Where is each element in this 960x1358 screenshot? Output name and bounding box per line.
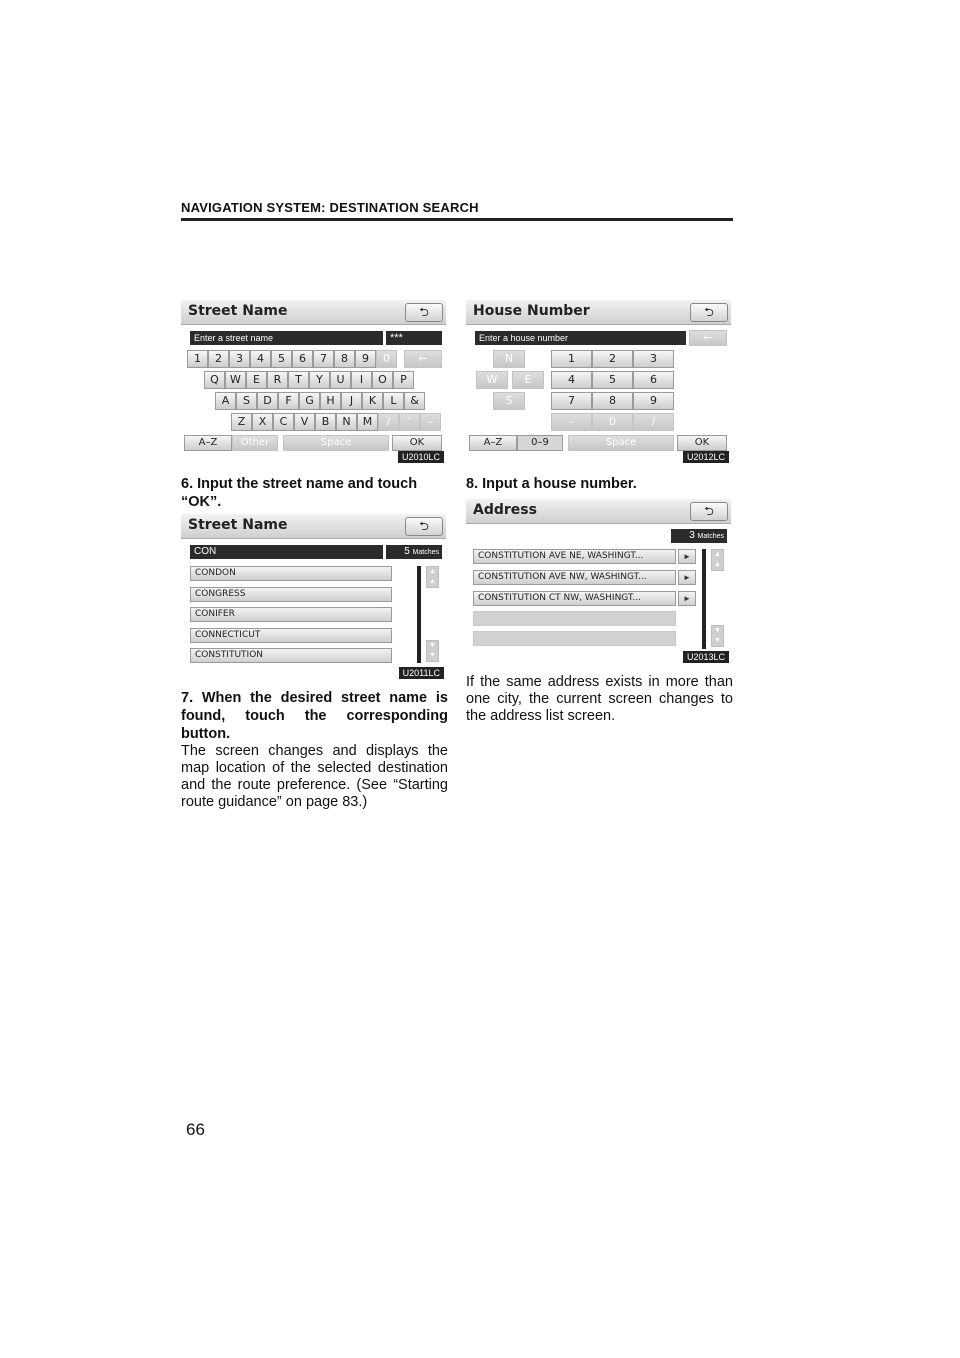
matches-label: Matches <box>412 549 439 556</box>
empty-list-slot <box>473 631 676 646</box>
scroll-up-button[interactable] <box>426 566 439 588</box>
letter-key[interactable]: A <box>215 392 236 410</box>
letter-key[interactable]: U <box>330 371 351 389</box>
back-button[interactable] <box>405 303 443 322</box>
item-detail-arrow-icon[interactable]: ► <box>678 570 696 585</box>
address-list-item[interactable]: CONSTITUTION AVE NW, WASHINGT... <box>473 570 676 585</box>
digit-key[interactable]: 6 <box>292 350 313 368</box>
letter-key[interactable]: Z <box>231 413 252 431</box>
letter-key[interactable]: Y <box>309 371 330 389</box>
section-title: NAVIGATION SYSTEM: DESTINATION SEARCH <box>181 200 479 215</box>
screen-title: Street Name <box>188 303 288 319</box>
back-button[interactable] <box>405 517 443 536</box>
digit-key[interactable]: 4 <box>250 350 271 368</box>
digit-key[interactable]: 2 <box>208 350 229 368</box>
letter-key[interactable]: S <box>236 392 257 410</box>
screen-title: House Number <box>473 303 590 319</box>
digit-key[interactable]: 0 <box>376 350 397 368</box>
street-list-item[interactable]: CONGRESS <box>190 587 392 602</box>
scroll-down-button[interactable] <box>426 640 439 662</box>
space-button[interactable]: Space <box>568 435 674 451</box>
ok-button[interactable]: OK <box>392 435 442 451</box>
compass-w-key[interactable]: W <box>476 371 508 389</box>
matches-count: 5 <box>404 546 410 557</box>
chevron-up-icon: ▲ ▲ <box>429 568 436 585</box>
search-value-display: CON <box>190 545 383 559</box>
mode-other-button[interactable]: Other <box>232 435 278 451</box>
letter-key[interactable]: H <box>320 392 341 410</box>
screen-titlebar <box>181 514 446 539</box>
matches-count-badge <box>671 529 727 543</box>
letter-key[interactable]: Q <box>204 371 225 389</box>
step-8-caption: 8. Input a house number. <box>466 476 637 492</box>
compass-s-key[interactable]: S <box>493 392 525 410</box>
numpad-key[interactable]: 3 <box>633 350 674 368</box>
letter-key[interactable]: M <box>357 413 378 431</box>
scroll-up-button[interactable] <box>711 549 724 571</box>
step-7-caption: 7. When the desired street name is found, touch the corresponding button. <box>181 690 448 742</box>
scrollbar-track[interactable] <box>702 549 706 649</box>
numpad-key[interactable]: 5 <box>592 371 633 389</box>
letter-key[interactable]: B <box>315 413 336 431</box>
numpad-key[interactable]: 9 <box>633 392 674 410</box>
step-6-caption: 6. Input the street name and touch “OK”. <box>181 476 418 510</box>
numpad-key[interactable]: 4 <box>551 371 592 389</box>
matches-count: 3 <box>689 530 695 541</box>
digit-key[interactable]: 7 <box>313 350 334 368</box>
chevron-down-icon: ▼ ▼ <box>429 642 436 659</box>
street-list-item[interactable]: CONSTITUTION <box>190 648 392 663</box>
mode-09-button[interactable]: 0–9 <box>517 435 563 451</box>
scroll-down-button[interactable] <box>711 625 724 647</box>
scrollbar-track[interactable] <box>417 566 421 663</box>
mode-az-button[interactable]: A–Z <box>469 435 517 451</box>
item-detail-arrow-icon[interactable]: ► <box>678 549 696 564</box>
letter-key[interactable]: L <box>383 392 404 410</box>
header-divider <box>181 218 733 221</box>
letter-key[interactable]: O <box>372 371 393 389</box>
street-name-keyboard-screen <box>181 300 446 462</box>
back-button[interactable] <box>690 502 728 521</box>
address-list-screen <box>466 499 731 662</box>
figure-code: U2010LC <box>398 451 444 463</box>
step-7-description: The screen changes and displays the map location of the selected destination and the route preference. (See “Starting route guidance” on page 83.) <box>181 743 448 810</box>
street-list-item[interactable]: CONIFER <box>190 607 392 622</box>
letter-key[interactable]: R <box>267 371 288 389</box>
numpad-key[interactable]: 7 <box>551 392 592 410</box>
digit-key[interactable]: 1 <box>187 350 208 368</box>
numpad-key[interactable]: 1 <box>551 350 592 368</box>
house-number-input[interactable]: Enter a house number <box>475 331 686 345</box>
screen-title: Address <box>473 502 537 518</box>
mode-az-button[interactable]: A–Z <box>184 435 232 451</box>
numpad-key[interactable]: 6 <box>633 371 674 389</box>
street-name-input[interactable]: Enter a street name <box>190 331 383 345</box>
figure-code: U2012LC <box>683 451 729 463</box>
page-header <box>181 200 733 215</box>
backspace-key[interactable]: ← <box>404 350 442 368</box>
digit-key[interactable]: 9 <box>355 350 376 368</box>
letter-key[interactable]: ' <box>399 413 420 431</box>
screen-titlebar <box>466 499 731 524</box>
numpad-key[interactable]: / <box>633 413 674 431</box>
chevron-up-icon: ▲ ▲ <box>714 551 721 568</box>
letter-key[interactable]: W <box>225 371 246 389</box>
figure-code: U2013LC <box>683 651 729 663</box>
letter-key[interactable]: T <box>288 371 309 389</box>
numpad-key[interactable]: 8 <box>592 392 633 410</box>
matches-label: Matches <box>697 533 724 540</box>
screen-titlebar <box>466 300 731 325</box>
compass-e-key[interactable]: E <box>512 371 544 389</box>
screen-title: Street Name <box>188 517 288 533</box>
back-button[interactable] <box>690 303 728 322</box>
letter-key[interactable]: F <box>278 392 299 410</box>
step-8-description: If the same address exists in more than one city, the current screen changes to the address list screen. <box>466 674 733 724</box>
letter-key[interactable]: N <box>336 413 357 431</box>
numpad-key[interactable]: – <box>551 413 592 431</box>
numpad-key[interactable]: 2 <box>592 350 633 368</box>
street-list-item[interactable]: CONDON <box>190 566 392 581</box>
letter-key[interactable]: / <box>378 413 399 431</box>
matches-count-badge <box>386 545 442 559</box>
letter-key[interactable]: – <box>420 413 441 431</box>
empty-list-slot <box>473 611 676 626</box>
letter-key[interactable]: I <box>351 371 372 389</box>
back-arrow-icon: ⮌ <box>419 519 429 533</box>
back-arrow-icon: ⮌ <box>419 305 429 319</box>
space-button[interactable]: Space <box>283 435 389 451</box>
screen-titlebar <box>181 300 446 325</box>
letter-key[interactable]: K <box>362 392 383 410</box>
letter-key[interactable]: E <box>246 371 267 389</box>
compass-n-key[interactable]: N <box>493 350 525 368</box>
house-number-screen <box>466 300 731 462</box>
letter-key[interactable]: C <box>273 413 294 431</box>
letter-key[interactable]: V <box>294 413 315 431</box>
street-name-list-screen <box>181 514 446 678</box>
street-list-item[interactable]: CONNECTICUT <box>190 628 392 643</box>
letter-key[interactable]: X <box>252 413 273 431</box>
letter-key[interactable]: J <box>341 392 362 410</box>
back-arrow-icon: ⮌ <box>704 305 714 319</box>
input-value-display: *** <box>386 331 442 345</box>
ok-button[interactable]: OK <box>677 435 727 451</box>
item-detail-arrow-icon[interactable]: ► <box>678 591 696 606</box>
digit-key[interactable]: 3 <box>229 350 250 368</box>
letter-key[interactable]: P <box>393 371 414 389</box>
address-list-item[interactable]: CONSTITUTION CT NW, WASHINGT... <box>473 591 676 606</box>
letter-key[interactable]: & <box>404 392 425 410</box>
letter-key[interactable]: G <box>299 392 320 410</box>
page-number: 66 <box>186 1120 205 1139</box>
back-arrow-icon: ⮌ <box>704 504 714 518</box>
chevron-down-icon: ▼ ▼ <box>714 627 721 644</box>
backspace-key[interactable]: ← <box>689 330 727 346</box>
digit-key[interactable]: 5 <box>271 350 292 368</box>
figure-code: U2011LC <box>399 667 444 679</box>
address-list-item[interactable]: CONSTITUTION AVE NE, WASHINGT... <box>473 549 676 564</box>
digit-key[interactable]: 8 <box>334 350 355 368</box>
numpad-key[interactable]: 0 <box>592 413 633 431</box>
letter-key[interactable]: D <box>257 392 278 410</box>
